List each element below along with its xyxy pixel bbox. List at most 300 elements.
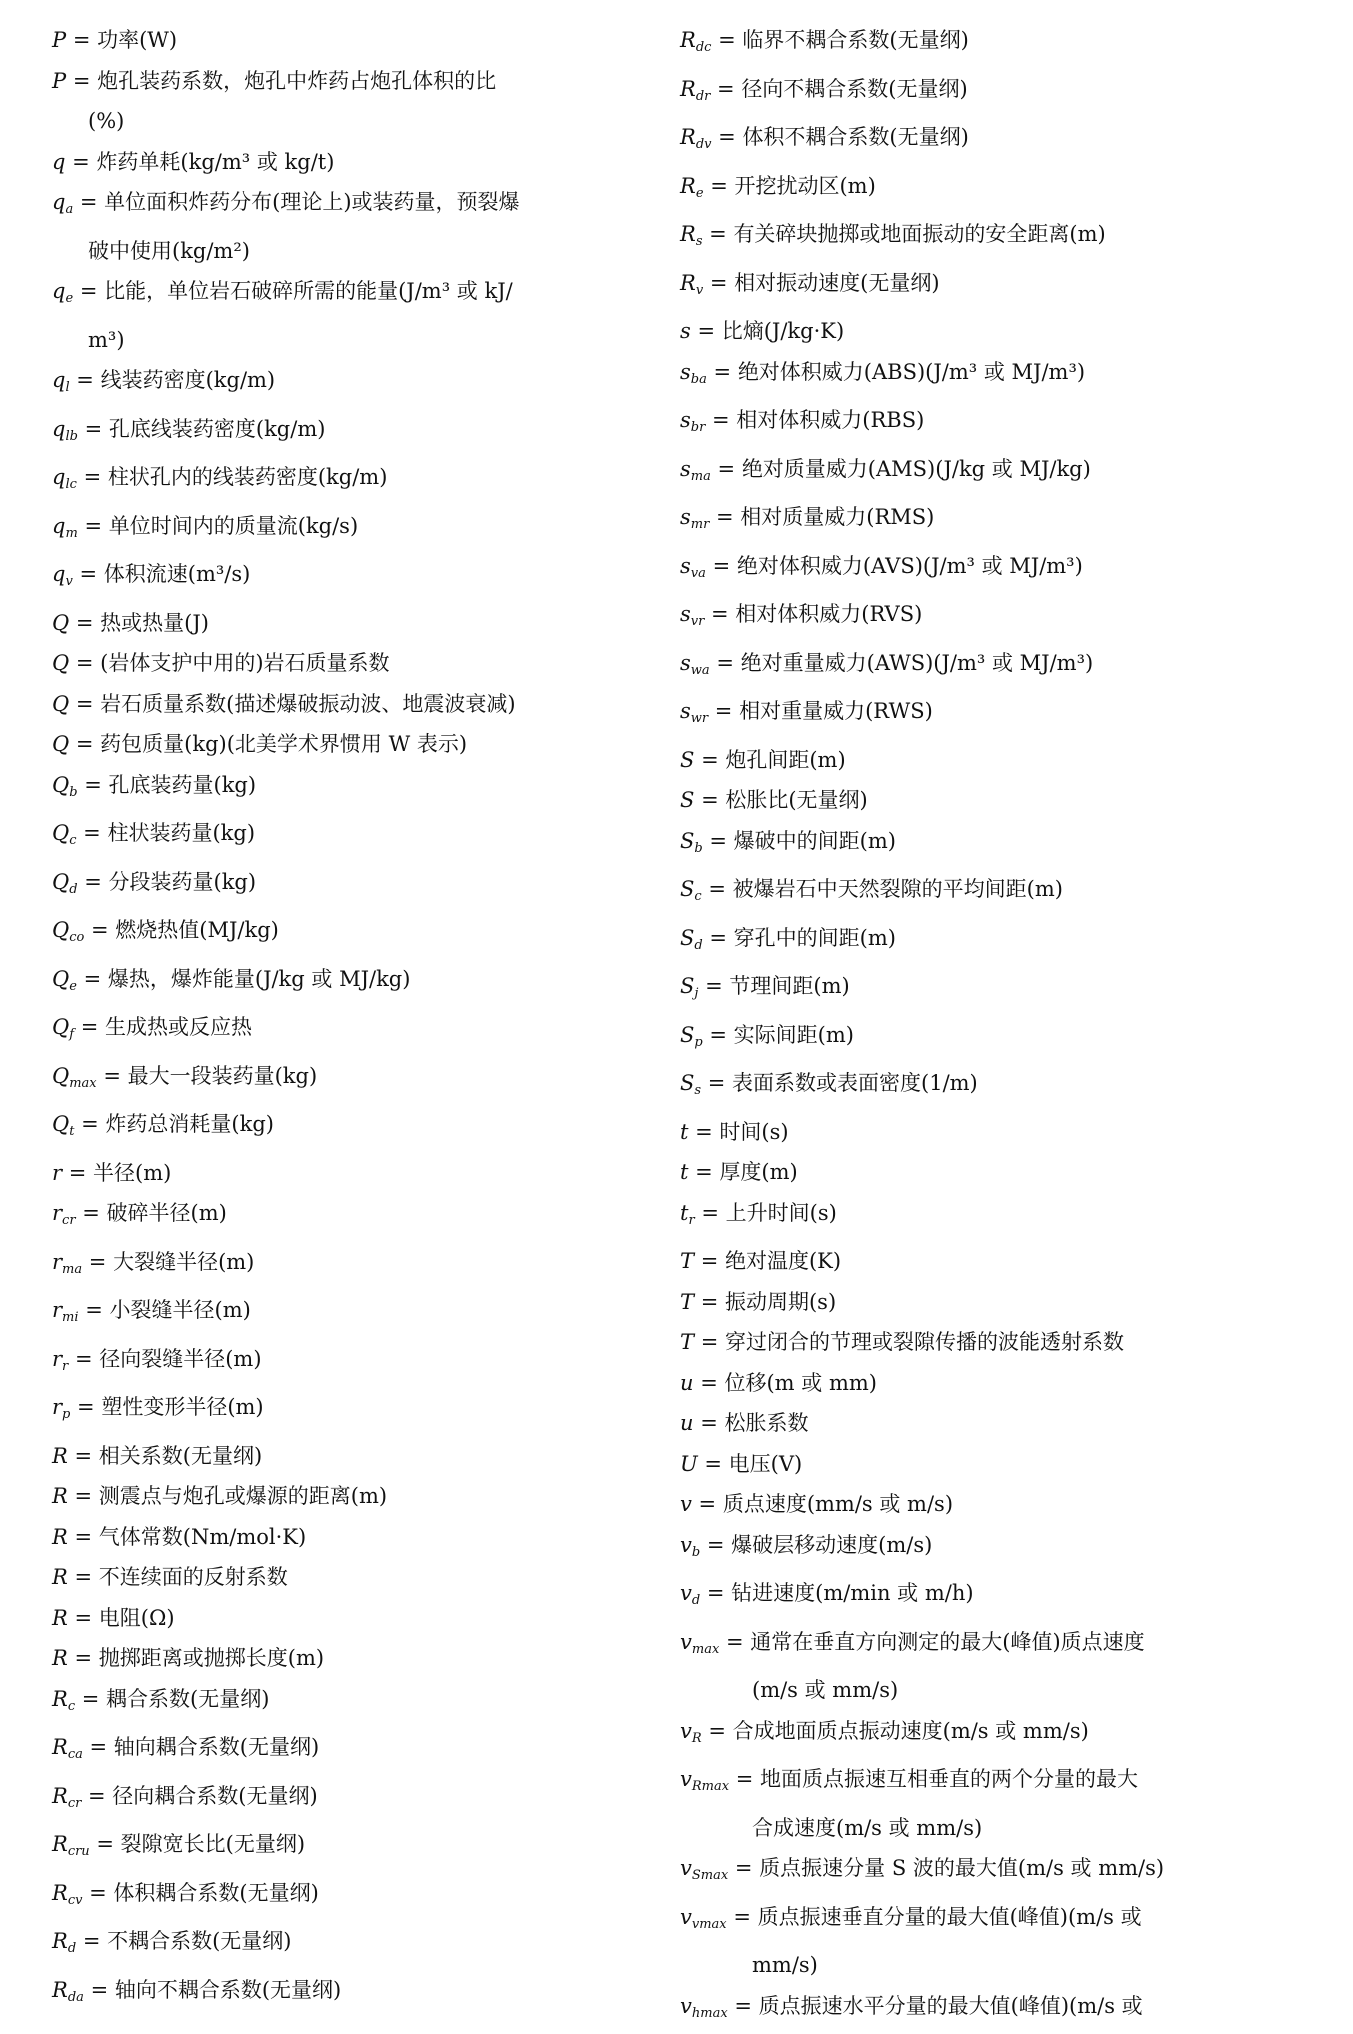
equals-sign: = xyxy=(711,125,742,149)
equals-sign: = xyxy=(68,1646,99,1670)
equals-sign: = xyxy=(708,699,739,723)
symbol-subscript: b xyxy=(69,785,77,800)
symbol xyxy=(680,699,708,723)
definition-text: 有关碎块抛掷或地面振动的安全距离(m) xyxy=(733,222,1105,246)
definition-text: (岩体支护中用的)岩石质量系数 xyxy=(100,651,389,675)
symbol-base: t xyxy=(680,1160,688,1184)
symbol-base: Q xyxy=(52,692,69,716)
symbol-base: v xyxy=(680,1856,692,1880)
definition-entry xyxy=(52,1387,652,1436)
symbol-base: v xyxy=(680,1533,692,1557)
symbol-subscript: vmax xyxy=(692,1917,727,1932)
symbol xyxy=(52,417,78,441)
definition-entry xyxy=(680,1484,1330,1525)
definition-text: 不耦合系数(无量纲) xyxy=(107,1929,291,1953)
definition-text: 质点振速分量 S 波的最大值(m/s 或 mm/s) xyxy=(759,1856,1164,1880)
symbol-subscript: dv xyxy=(696,137,712,152)
definition-text: 绝对体积威力(AVS)(J/m³ 或 MJ/m³) xyxy=(737,554,1083,578)
definition-text: 生成热或反应热 xyxy=(105,1015,252,1039)
symbol-base: R xyxy=(52,1978,68,2002)
symbol xyxy=(52,1112,74,1136)
symbol-subscript: ca xyxy=(68,1747,83,1762)
symbol xyxy=(52,1525,68,1549)
symbol xyxy=(52,1881,82,1905)
symbol xyxy=(52,28,66,52)
definition-text: 穿过闭合的节理或裂隙传播的波能透射系数 xyxy=(725,1330,1124,1354)
symbol xyxy=(680,1856,728,1880)
symbol-base: v xyxy=(680,1905,692,1929)
symbol-base: R xyxy=(52,1444,68,1468)
definition-text: 松胀比(无量纲) xyxy=(725,788,867,812)
symbol-subscript: v xyxy=(696,283,703,298)
definition-text: 孔底装药量(kg) xyxy=(109,773,257,797)
symbol xyxy=(52,692,69,716)
definition-text: 径向不耦合系数(无量纲) xyxy=(741,77,967,101)
definition-text: 上升时间(s) xyxy=(726,1201,837,1225)
definition-text: 功率(W) xyxy=(97,28,177,52)
equals-sign: = xyxy=(702,877,733,901)
symbol-subscript: mi xyxy=(62,1310,79,1325)
symbol xyxy=(680,505,709,529)
definition-text: 不连续面的反射系数 xyxy=(99,1565,288,1589)
symbol-subscript: d xyxy=(69,882,77,897)
definition-continuation: (m/s 或 mm/s) xyxy=(680,1670,1330,1711)
definition-entry xyxy=(52,1970,652,2019)
definition-text: 炸药单耗(kg/m³ 或 kg/t) xyxy=(96,150,334,174)
symbol xyxy=(680,408,705,432)
symbol-subscript: p xyxy=(694,1035,702,1050)
definition-text: 塑性变形半径(m) xyxy=(101,1395,263,1419)
definition-text: 质点振速垂直分量的最大值(峰值)(m/s 或 xyxy=(758,1905,1142,1929)
equals-sign: = xyxy=(711,457,742,481)
symbol-base: R xyxy=(52,1565,68,1589)
equals-sign: = xyxy=(76,1201,107,1225)
definition-text: 单位面积炸药分布(理论上)或装药量，预裂爆 xyxy=(104,190,519,214)
symbol-subscript: ma xyxy=(62,1262,82,1277)
symbol xyxy=(52,967,77,991)
definition-entry xyxy=(680,449,1330,498)
definition-entry xyxy=(52,182,652,271)
symbol-base: T xyxy=(680,1330,694,1354)
equals-sign: = xyxy=(703,926,734,950)
symbol-base: t xyxy=(680,1201,688,1225)
definition-entry xyxy=(52,1339,652,1388)
definition-text: 相对振动速度(无量纲) xyxy=(734,271,939,295)
symbol-base: R xyxy=(680,222,696,246)
symbol xyxy=(680,222,702,246)
symbol xyxy=(680,77,710,101)
symbol xyxy=(680,1023,703,1047)
symbol-subscript: l xyxy=(65,380,69,395)
equals-sign: = xyxy=(77,821,108,845)
symbol-base: v xyxy=(680,1719,692,1743)
symbol-base: r xyxy=(52,1250,62,1274)
equals-sign: = xyxy=(703,271,734,295)
symbol-base: Q xyxy=(52,821,69,845)
definition-entry xyxy=(680,117,1330,166)
symbol-base: s xyxy=(680,360,691,384)
symbol-base: Q xyxy=(52,870,69,894)
symbol xyxy=(680,554,706,578)
definition-entry xyxy=(680,1986,1330,2034)
equals-sign: = xyxy=(700,1533,731,1557)
symbol xyxy=(52,69,66,93)
definition-text: 比熵(J/kg·K) xyxy=(722,319,844,343)
equals-sign: = xyxy=(69,651,100,675)
definition-entry xyxy=(680,400,1330,449)
equals-sign: = xyxy=(74,1112,105,1136)
definition-text: 裂隙宽长比(无量纲) xyxy=(121,1832,305,1856)
definition-entry xyxy=(680,1015,1330,1064)
symbol xyxy=(52,1015,74,1039)
equals-sign: = xyxy=(69,732,100,756)
symbol-base: U xyxy=(680,1452,698,1476)
symbol xyxy=(680,1071,701,1095)
definition-text: 径向裂缝半径(m) xyxy=(99,1347,261,1371)
definition-text: 绝对质量威力(AMS)(J/kg 或 MJ/kg) xyxy=(742,457,1091,481)
definition-entry xyxy=(680,546,1330,595)
definition-text: 轴向不耦合系数(无量纲) xyxy=(115,1978,341,2002)
definition-text: 小裂缝半径(m) xyxy=(110,1298,251,1322)
definition-entry xyxy=(52,1242,652,1291)
symbol-subscript: dr xyxy=(696,89,711,104)
definition-text: 时间(s) xyxy=(719,1120,788,1144)
symbol xyxy=(52,1565,68,1589)
definition-text: 被爆岩石中天然裂隙的平均间距(m) xyxy=(733,877,1063,901)
definition-entry xyxy=(52,457,652,506)
symbol-base: s xyxy=(680,319,691,343)
definition-entry xyxy=(52,1476,652,1517)
symbol xyxy=(52,611,69,635)
equals-sign: = xyxy=(69,692,100,716)
symbol xyxy=(52,651,69,675)
symbol-base: r xyxy=(52,1201,62,1225)
definition-entry xyxy=(52,1436,652,1477)
symbol xyxy=(52,190,73,214)
definition-continuation: mm/s) xyxy=(680,1945,1330,1986)
equals-sign: = xyxy=(710,651,741,675)
symbol-base: R xyxy=(680,77,696,101)
symbol xyxy=(52,1444,68,1468)
definition-entry xyxy=(680,594,1330,643)
equals-sign: = xyxy=(701,1071,732,1095)
symbol-subscript: r xyxy=(62,1359,68,1374)
equals-sign: = xyxy=(78,773,109,797)
symbol-subscript: d xyxy=(694,938,702,953)
definition-text: 孔底线装药密度(kg/m) xyxy=(109,417,326,441)
symbol xyxy=(52,821,77,845)
equals-sign: = xyxy=(69,611,100,635)
equals-sign: = xyxy=(68,1606,99,1630)
symbol-subscript: vr xyxy=(691,614,705,629)
symbol xyxy=(680,1411,694,1435)
definition-text: 爆热，爆炸能量(J/kg 或 MJ/kg) xyxy=(108,967,411,991)
symbol-subscript: e xyxy=(65,291,73,306)
symbol xyxy=(680,1492,692,1516)
symbol-subscript: cru xyxy=(68,1844,90,1859)
equals-sign: = xyxy=(73,279,104,303)
symbol-subscript: Rmax xyxy=(692,1779,729,1794)
equals-sign: = xyxy=(81,1784,112,1808)
equals-sign: = xyxy=(74,1015,105,1039)
symbol-subscript: p xyxy=(62,1407,70,1422)
definition-entry xyxy=(52,643,652,684)
definition-entry xyxy=(680,166,1330,215)
symbol-base: S xyxy=(680,974,694,998)
definition-entry xyxy=(52,813,652,862)
symbol-base: s xyxy=(680,505,691,529)
symbol xyxy=(680,602,704,626)
symbol-base: R xyxy=(680,174,696,198)
symbol-subscript: va xyxy=(691,566,706,581)
definition-entry xyxy=(52,506,652,555)
equals-sign: = xyxy=(97,1064,128,1088)
symbol-base: S xyxy=(680,1071,694,1095)
symbol-base: Q xyxy=(52,1112,69,1136)
equals-sign: = xyxy=(698,1452,729,1476)
equals-sign: = xyxy=(700,1581,731,1605)
definition-entry xyxy=(52,1056,652,1105)
symbol xyxy=(680,1905,727,1929)
symbol-base: q xyxy=(52,465,65,489)
symbol xyxy=(52,279,73,303)
definition-text: 抛掷距离或抛掷长度(m) xyxy=(99,1646,324,1670)
symbol-subscript: ba xyxy=(691,372,707,387)
definition-entry xyxy=(52,862,652,911)
equals-sign: = xyxy=(728,1856,759,1880)
definition-text: 体积流速(m³/s) xyxy=(104,562,251,586)
symbol-subscript: cv xyxy=(68,1893,83,1908)
symbol-base: s xyxy=(680,699,691,723)
definition-text: 最大一段装药量(kg) xyxy=(128,1064,318,1088)
symbol-subscript: a xyxy=(65,202,73,217)
symbol-base: R xyxy=(52,1784,68,1808)
equals-sign: = xyxy=(703,1023,734,1047)
symbol-subscript: dc xyxy=(696,40,712,55)
equals-sign: = xyxy=(75,1687,106,1711)
symbol-base: s xyxy=(680,651,691,675)
definition-text: 合成地面质点振动速度(m/s 或 mm/s) xyxy=(733,1719,1089,1743)
symbol-subscript: v xyxy=(65,574,72,589)
symbol xyxy=(52,1395,70,1419)
definition-text: 质点振速水平分量的最大值(峰值)(m/s 或 xyxy=(759,1994,1143,2018)
symbol xyxy=(52,514,78,538)
symbol-base: T xyxy=(680,1249,694,1273)
equals-sign: = xyxy=(695,1201,726,1225)
symbol-base: R xyxy=(680,125,696,149)
definition-entry xyxy=(52,1824,652,1873)
equals-sign: = xyxy=(79,1298,110,1322)
definition-entry xyxy=(680,1848,1330,1897)
symbol-subscript: wr xyxy=(691,711,708,726)
equals-sign: = xyxy=(719,1630,750,1654)
equals-sign: = xyxy=(77,465,108,489)
equals-sign: = xyxy=(729,1767,760,1791)
symbol-subscript: hmax xyxy=(692,2006,728,2021)
symbol-subscript: f xyxy=(69,1027,74,1042)
symbol xyxy=(52,368,70,392)
definition-text: 穿孔中的间距(m) xyxy=(734,926,896,950)
definition-text: 绝对温度(K) xyxy=(725,1249,841,1273)
definition-text: 大裂缝半径(m) xyxy=(113,1250,254,1274)
symbol xyxy=(52,732,69,756)
definition-text: 轴向耦合系数(无量纲) xyxy=(114,1735,319,1759)
equals-sign: = xyxy=(703,829,734,853)
equals-sign: = xyxy=(70,368,101,392)
symbol-base: R xyxy=(52,1484,68,1508)
definition-entry xyxy=(680,1711,1330,1760)
symbol xyxy=(52,870,78,894)
symbol-base: R xyxy=(52,1929,68,1953)
symbol xyxy=(680,1533,700,1557)
symbol-base: s xyxy=(680,554,691,578)
equals-sign: = xyxy=(65,150,96,174)
symbol xyxy=(680,1719,702,1743)
definition-entry xyxy=(52,1193,652,1242)
equals-sign: = xyxy=(707,360,738,384)
definition-entry xyxy=(680,1622,1330,1711)
definition-continuation: 合成速度(m/s 或 mm/s) xyxy=(680,1808,1330,1849)
symbol xyxy=(52,1484,68,1508)
symbol-subscript: d xyxy=(68,1941,76,1956)
equals-sign: = xyxy=(73,562,104,586)
definition-text: 相对质量威力(RMS) xyxy=(740,505,934,529)
definition-text: 绝对体积威力(ABS)(J/m³ 或 MJ/m³) xyxy=(738,360,1085,384)
definition-text: 节理间距(m) xyxy=(729,974,849,998)
equals-sign: = xyxy=(692,1492,723,1516)
equals-sign: = xyxy=(73,190,104,214)
symbol-base: Q xyxy=(52,773,69,797)
definition-text: 爆破层移动速度(m/s) xyxy=(731,1533,932,1557)
symbol xyxy=(52,1161,62,1185)
symbol-subscript: R xyxy=(692,1731,702,1746)
definition-continuation: 破中使用(kg/m²) xyxy=(52,231,652,272)
equals-sign: = xyxy=(694,748,725,772)
symbol-base: R xyxy=(52,1735,68,1759)
equals-sign: = xyxy=(694,1411,725,1435)
symbol xyxy=(680,174,704,198)
definition-entry xyxy=(52,1104,652,1153)
definition-text: 炮孔间距(m) xyxy=(725,748,845,772)
symbol-subscript: r xyxy=(688,1213,694,1228)
definition-text: 单位时间内的质量流(kg/s) xyxy=(109,514,358,538)
definition-text: 分段装药量(kg) xyxy=(109,870,257,894)
symbol xyxy=(680,1330,694,1354)
equals-sign: = xyxy=(84,1978,115,2002)
definition-entry xyxy=(52,20,652,61)
right-column xyxy=(680,20,1330,2034)
symbol-base: P xyxy=(52,69,66,93)
symbol-base: S xyxy=(680,748,694,772)
definition-entry xyxy=(52,603,652,644)
symbol xyxy=(52,1929,76,1953)
definition-text: 钻进速度(m/min 或 m/h) xyxy=(731,1581,973,1605)
equals-sign: = xyxy=(66,28,97,52)
symbol-subscript: d xyxy=(692,1593,700,1608)
definition-entry xyxy=(52,1517,652,1558)
equals-sign: = xyxy=(90,1832,121,1856)
equals-sign: = xyxy=(694,1371,725,1395)
definition-text: 位移(m 或 mm) xyxy=(724,1371,876,1395)
definition-text: 耦合系数(无量纲) xyxy=(106,1687,269,1711)
equals-sign: = xyxy=(704,174,735,198)
definition-text: 炸药总消耗量(kg) xyxy=(105,1112,274,1136)
equals-sign: = xyxy=(706,554,737,578)
definition-text: 质点速度(mm/s 或 m/s) xyxy=(723,1492,953,1516)
equals-sign: = xyxy=(68,1565,99,1589)
equals-sign: = xyxy=(710,77,741,101)
equals-sign: = xyxy=(694,1249,725,1273)
definition-entry xyxy=(680,780,1330,821)
definition-text: 实际间距(m) xyxy=(734,1023,854,1047)
left-column xyxy=(52,20,652,2018)
symbol-base: T xyxy=(680,1290,694,1314)
symbol-base: Q xyxy=(52,611,69,635)
symbol-base: q xyxy=(52,368,65,392)
symbol-base: q xyxy=(52,279,65,303)
symbol-base: R xyxy=(52,1606,68,1630)
definition-entry xyxy=(680,263,1330,312)
definition-text: 线装药密度(kg/m) xyxy=(101,368,276,392)
equals-sign: = xyxy=(78,514,109,538)
symbol-subscript: co xyxy=(69,930,84,945)
definition-entry xyxy=(680,966,1330,1015)
symbol-subscript: e xyxy=(69,979,77,994)
definition-entry xyxy=(680,1152,1330,1193)
equals-sign: = xyxy=(694,788,725,812)
symbol xyxy=(680,271,703,295)
definition-entry xyxy=(52,724,652,765)
symbol-base: R xyxy=(52,1832,68,1856)
symbol-subscript: m xyxy=(65,526,77,541)
symbol-subscript: Smax xyxy=(692,1868,728,1883)
symbol-subscript: mr xyxy=(691,517,710,532)
symbol-subscript: c xyxy=(694,889,701,904)
symbol-subscript: wa xyxy=(691,663,710,678)
definition-entry xyxy=(52,554,652,603)
symbol xyxy=(680,1581,700,1605)
definition-entry xyxy=(52,1873,652,1922)
symbol-base: r xyxy=(52,1298,62,1322)
symbol-base: R xyxy=(52,1881,68,1905)
symbol-base: u xyxy=(680,1371,694,1395)
definition-text: 柱状孔内的线装药密度(kg/m) xyxy=(108,465,388,489)
symbol-subscript: c xyxy=(68,1699,75,1714)
symbol xyxy=(52,918,84,942)
definition-text: 半径(m) xyxy=(93,1161,171,1185)
symbol-subscript: cr xyxy=(62,1213,76,1228)
symbol-subscript: lc xyxy=(65,477,76,492)
symbol-subscript: cr xyxy=(68,1796,82,1811)
equals-sign: = xyxy=(68,1525,99,1549)
symbol xyxy=(680,829,703,853)
definition-text: 电压(V) xyxy=(729,1452,803,1476)
equals-sign: = xyxy=(84,918,115,942)
symbol-base: R xyxy=(52,1646,68,1670)
equals-sign: = xyxy=(698,974,729,998)
symbol-subscript: t xyxy=(69,1124,74,1139)
definition-entry xyxy=(680,1444,1330,1485)
definition-text: 体积耦合系数(无量纲) xyxy=(113,1881,318,1905)
symbol xyxy=(680,788,694,812)
definition-entry xyxy=(680,352,1330,401)
equals-sign: = xyxy=(727,1905,758,1929)
equals-sign: = xyxy=(688,1120,719,1144)
symbol xyxy=(52,465,77,489)
definition-text: 相对体积威力(RBS) xyxy=(736,408,924,432)
symbol-base: r xyxy=(52,1347,62,1371)
definition-entry xyxy=(52,765,652,814)
